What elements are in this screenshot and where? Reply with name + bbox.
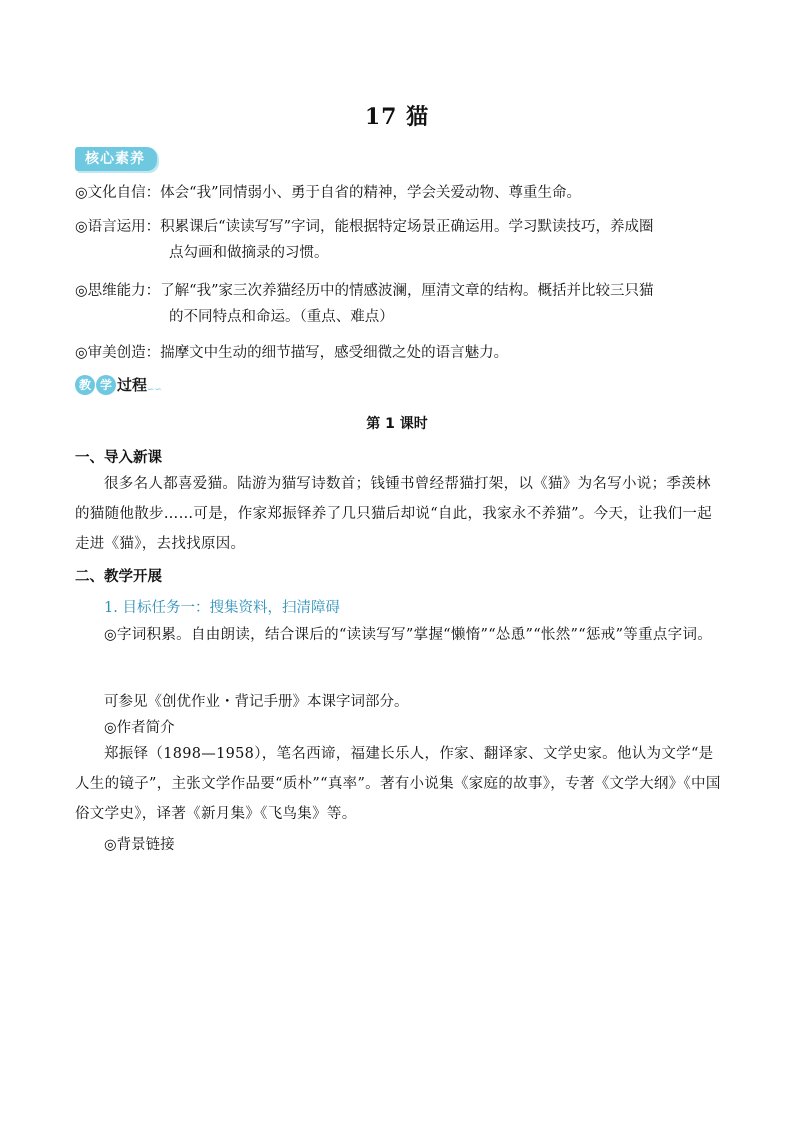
core-item-text: 积累课后“读读写写”字词，能根据特定场景正确运用。学习默读技巧，养成圈	[160, 219, 654, 235]
page-title: 17 猫	[364, 104, 430, 130]
section-heading-teaching: 二、教学开展	[75, 569, 162, 585]
core-item-text-cont: 点勾画和做摘录的习惯。	[169, 245, 329, 261]
teaching-process-badge	[75, 374, 162, 400]
author-heading: ◎作者简介	[104, 720, 175, 736]
background-heading: ◎背景链接	[104, 837, 175, 853]
core-item-text: 体会“我”同情弱小、勇于自省的精神，学会关爱动物、尊重生命。	[160, 185, 581, 201]
core-item-text-cont: 的不同特点和命运。（重点、难点）	[169, 309, 394, 325]
badge-bubble: 学	[96, 375, 116, 395]
author-paragraph: 郑振铎（1898—1958），笔名西谛，福建长乐人，作家、翻译家、文学史家。他认为文学“是人生的镜子”，主张文学作品要“质朴”“真率”。著有小说集《家庭的故事》，专著《文学大纲》《中国俗文学史》，译著《新月集》《飞鸟集》等。	[75, 746, 721, 822]
badge-bubble: 教	[75, 375, 95, 395]
core-item-label: ◎语言运用：	[75, 219, 161, 235]
core-item-thinking	[75, 278, 735, 330]
core-item-label: ◎思维能力：	[75, 283, 161, 299]
core-item-text: 了解“我”家三次养猫经历中的情感波澜，厘清文章的结构。概括并比较三只猫	[160, 283, 654, 299]
core-literacy-badge: 核心素养	[75, 147, 157, 171]
core-item-culture	[75, 180, 735, 206]
task-heading: 1. 目标任务一：搜集资料，扫清障碍	[104, 600, 340, 616]
vocab-paragraph: ◎字词积累。自由朗读，结合课后的“读读写写”掌握“懒惰”“怂恿”“怅然”“惩戒”等重点字词。	[104, 627, 713, 643]
core-item-language	[75, 214, 735, 266]
lesson-title: 第 1 课时	[366, 416, 428, 432]
core-item-text: 揣摩文中生动的细节描写，感受细微之处的语言魅力。	[160, 345, 509, 361]
reference-note: 可参见《创优作业・背记手册》本课字词部分。	[104, 694, 409, 710]
badge-text: 过程	[117, 376, 148, 394]
core-item-label: ◎文化自信：	[75, 185, 161, 201]
section-heading-intro: 一、导入新课	[75, 450, 162, 466]
core-item-label: ◎审美创造：	[75, 345, 161, 361]
decoration-icon: ∽∽	[147, 385, 163, 395]
core-item-aesthetic	[75, 340, 735, 366]
intro-paragraph: 很多名人都喜爱猫。陆游为猫写诗数首；钱锺书曾经帮猫打架，以《猫》为名写小说；季羡林的猫随他散步……可是，作家郑振铎养了几只猫后却说“自此，我家永不养猫”。今天，让我们一起走进《猫》，去找找原因。	[75, 476, 713, 552]
